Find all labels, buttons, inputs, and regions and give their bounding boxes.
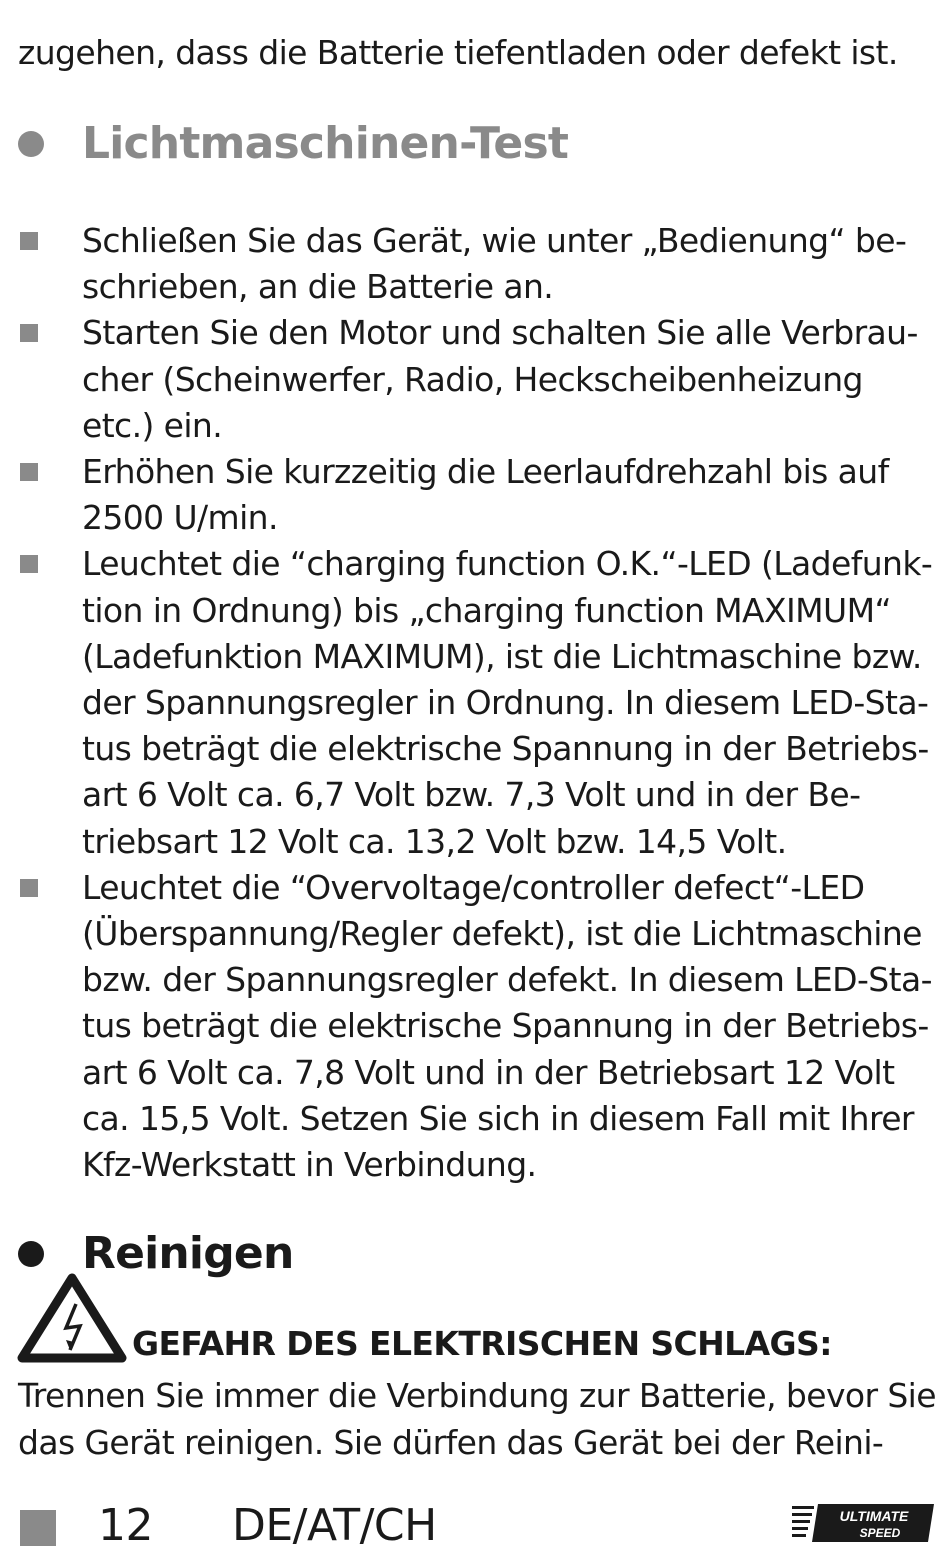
text-line: schrieben, an die Batterie an. — [82, 267, 554, 307]
bullet-dot-icon — [18, 1241, 44, 1267]
text-line: Starten Sie den Motor und schalten Sie alle Verbrau- — [82, 313, 918, 353]
text-line: (Überspannung/Regler defekt), ist die Lichtmaschine — [82, 914, 922, 954]
text-line: bzw. der Spannungsregler defekt. In diesem LED-Sta- — [82, 960, 932, 1000]
text-line: Trennen Sie immer die Verbindung zur Batterie, bevor Sie — [18, 1376, 936, 1415]
list-item — [18, 865, 938, 1188]
logo-text-line1: ULTIMATE — [839, 1508, 909, 1524]
cleaning-paragraph — [18, 1372, 938, 1466]
list-item — [18, 310, 938, 449]
list-item — [18, 541, 938, 864]
text-line: 2500 U/min. — [82, 498, 278, 538]
square-bullet-icon — [20, 232, 38, 250]
intro-line: zugehen, dass die Batterie tiefentladen oder defekt ist. — [18, 33, 898, 72]
text-line: Schließen Sie das Gerät, wie unter „Bedienung“ be- — [82, 221, 907, 260]
electric-shock-warning-icon — [16, 1272, 128, 1364]
bullet-dot-icon — [18, 131, 44, 157]
instruction-list — [18, 218, 938, 1188]
footer-square-icon — [20, 1510, 56, 1546]
text-line: art 6 Volt ca. 7,8 Volt und in der Betriebsart 12 Volt — [82, 1052, 895, 1092]
square-bullet-icon — [20, 324, 38, 342]
ultimate-speed-logo — [790, 1500, 936, 1546]
list-item — [18, 218, 938, 310]
page-number: 12 — [98, 1500, 153, 1551]
text-line: (Ladefunktion MAXIMUM), ist die Lichtmaschine bzw. — [82, 636, 922, 676]
text-line: art 6 Volt ca. 6,7 Volt bzw. 7,3 Volt und in der Be- — [82, 775, 861, 815]
text-line: cher (Scheinwerfer, Radio, Heckscheibenheizung — [82, 359, 863, 399]
section-heading-text: Lichtmaschinen-Test — [82, 118, 569, 169]
text-line: triebsart 12 Volt ca. 13,2 Volt bzw. 14,5 Volt. — [82, 821, 787, 861]
text-line: etc.) ein. — [82, 405, 223, 445]
text-line: Leuchtet die “Overvoltage/controller defect“-LED — [82, 867, 865, 907]
text-line: tus beträgt die elektrische Spannung in der Betriebs- — [82, 1006, 929, 1046]
text-line: tion in Ordnung) bis „charging function MAXIMUM“ — [82, 590, 891, 630]
square-bullet-icon — [20, 555, 38, 573]
country-codes: DE/AT/CH — [232, 1500, 437, 1551]
text-line: das Gerät reinigen. Sie dürfen das Gerät bei der Reini- — [18, 1423, 884, 1462]
logo-text-line2: SPEED — [859, 1526, 901, 1540]
text-line: ca. 15,5 Volt. Setzen Sie sich in diesem Fall mit Ihrer — [82, 1098, 914, 1138]
text-line: Erhöhen Sie kurzzeitig die Leerlaufdrehzahl bis auf — [82, 452, 889, 492]
text-line: der Spannungsregler in Ordnung. In diesem LED-Sta- — [82, 683, 929, 723]
section-heading-text: Reinigen — [82, 1228, 294, 1279]
list-item — [18, 449, 938, 541]
text-line: tus beträgt die elektrische Spannung in der Betriebs- — [82, 729, 929, 769]
square-bullet-icon — [20, 879, 38, 897]
text-line: Kfz-Werkstatt in Verbindung. — [82, 1145, 537, 1185]
warning-block — [16, 1272, 936, 1367]
square-bullet-icon — [20, 463, 38, 481]
text-line: Leuchtet die “charging function O.K.“-LED (Ladefunk- — [82, 544, 933, 584]
warning-title: GEFAHR DES ELEKTRISCHEN SCHLAGS: — [132, 1324, 832, 1363]
section-heading-alternator-test — [18, 118, 568, 169]
